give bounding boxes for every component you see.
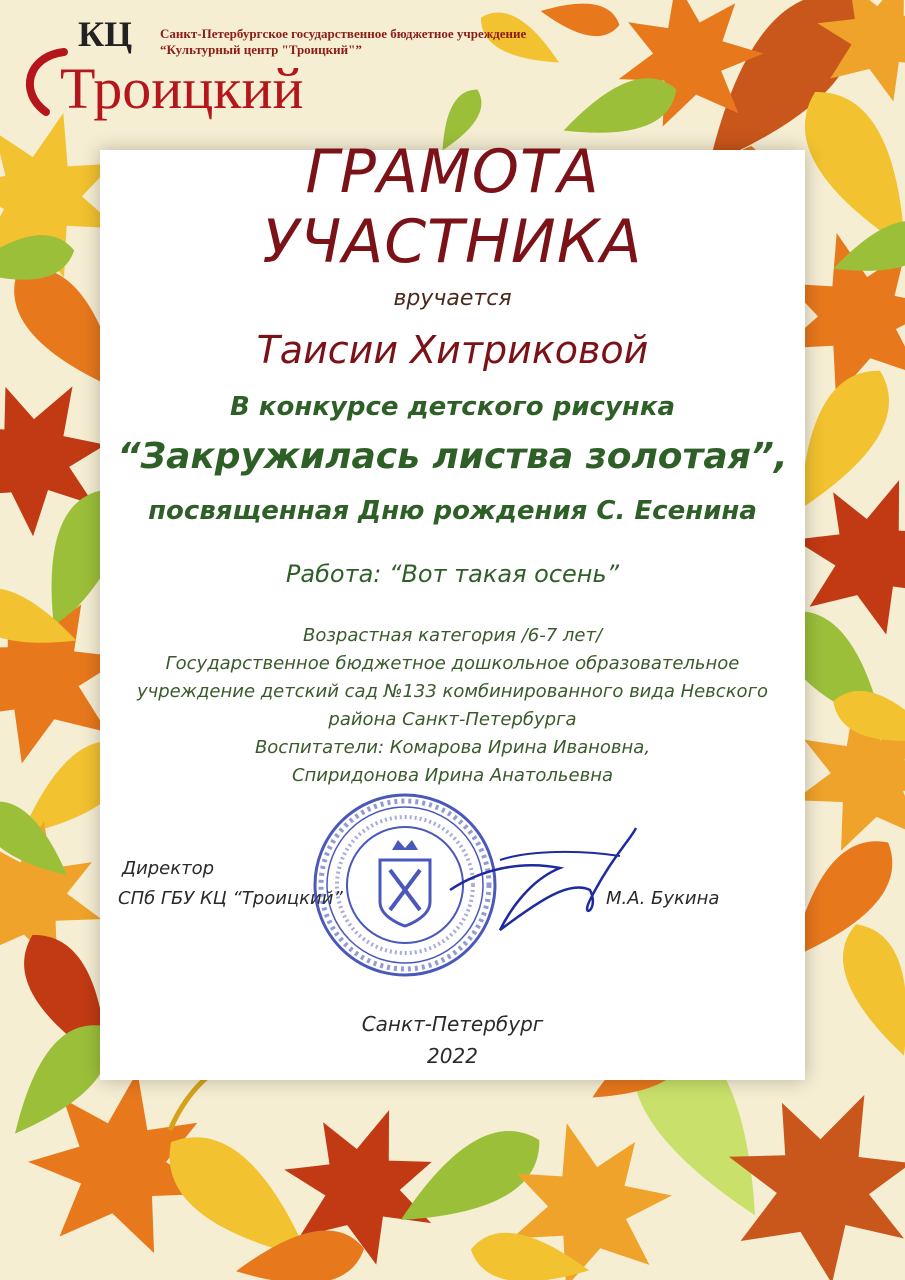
participant-details xyxy=(110,622,795,790)
director-organization: СПб ГБУ КЦ “Троицкий” xyxy=(118,888,343,909)
coat-of-arms-icon xyxy=(380,840,430,926)
certificate-title-line-1: ГРАМОТА xyxy=(305,137,600,207)
year: 2022 xyxy=(427,1044,478,1068)
details-line: учреждение детский сад №133 комбинированного вида Невского xyxy=(136,681,769,702)
organization-name xyxy=(160,26,590,58)
recipient-name: Таисии Хитриковой xyxy=(256,328,649,372)
director-title: Директор xyxy=(122,858,215,879)
details-line: Государственное бюджетное дошкольное образовательное xyxy=(165,653,740,674)
director-name: М.А. Букина xyxy=(606,888,720,909)
details-line: Воспитатели: Комарова Ирина Ивановна, xyxy=(254,737,651,758)
city: Санкт-Петербург xyxy=(361,1012,544,1036)
org-line-2: “Культурный центр "Троицкий"” xyxy=(160,42,362,57)
logo-name: Троицкий xyxy=(60,56,304,121)
details-line: района Санкт-Петербурга xyxy=(328,709,577,730)
logo-abbr: КЦ xyxy=(78,14,133,54)
work-title: Работа: “Вот такая осень” xyxy=(285,560,620,588)
contest-name: “Закружилась листва золотая”, xyxy=(117,436,788,477)
contest-intro: В конкурсе детского рисунка xyxy=(229,392,676,422)
details-line: Спиридонова Ирина Анатольевна xyxy=(291,765,614,786)
certificate-title-line-2: УЧАСТНИКА xyxy=(262,207,643,277)
org-line-1: Санкт-Петербургское государственное бюджетное учреждение xyxy=(160,26,527,41)
contest-dedication: посвященная Дню рождения С. Есенина xyxy=(148,496,757,526)
awarded-text: вручается xyxy=(393,286,512,311)
details-line: Возрастная категория /6-7 лет/ xyxy=(302,625,603,646)
director-signature xyxy=(440,820,640,950)
